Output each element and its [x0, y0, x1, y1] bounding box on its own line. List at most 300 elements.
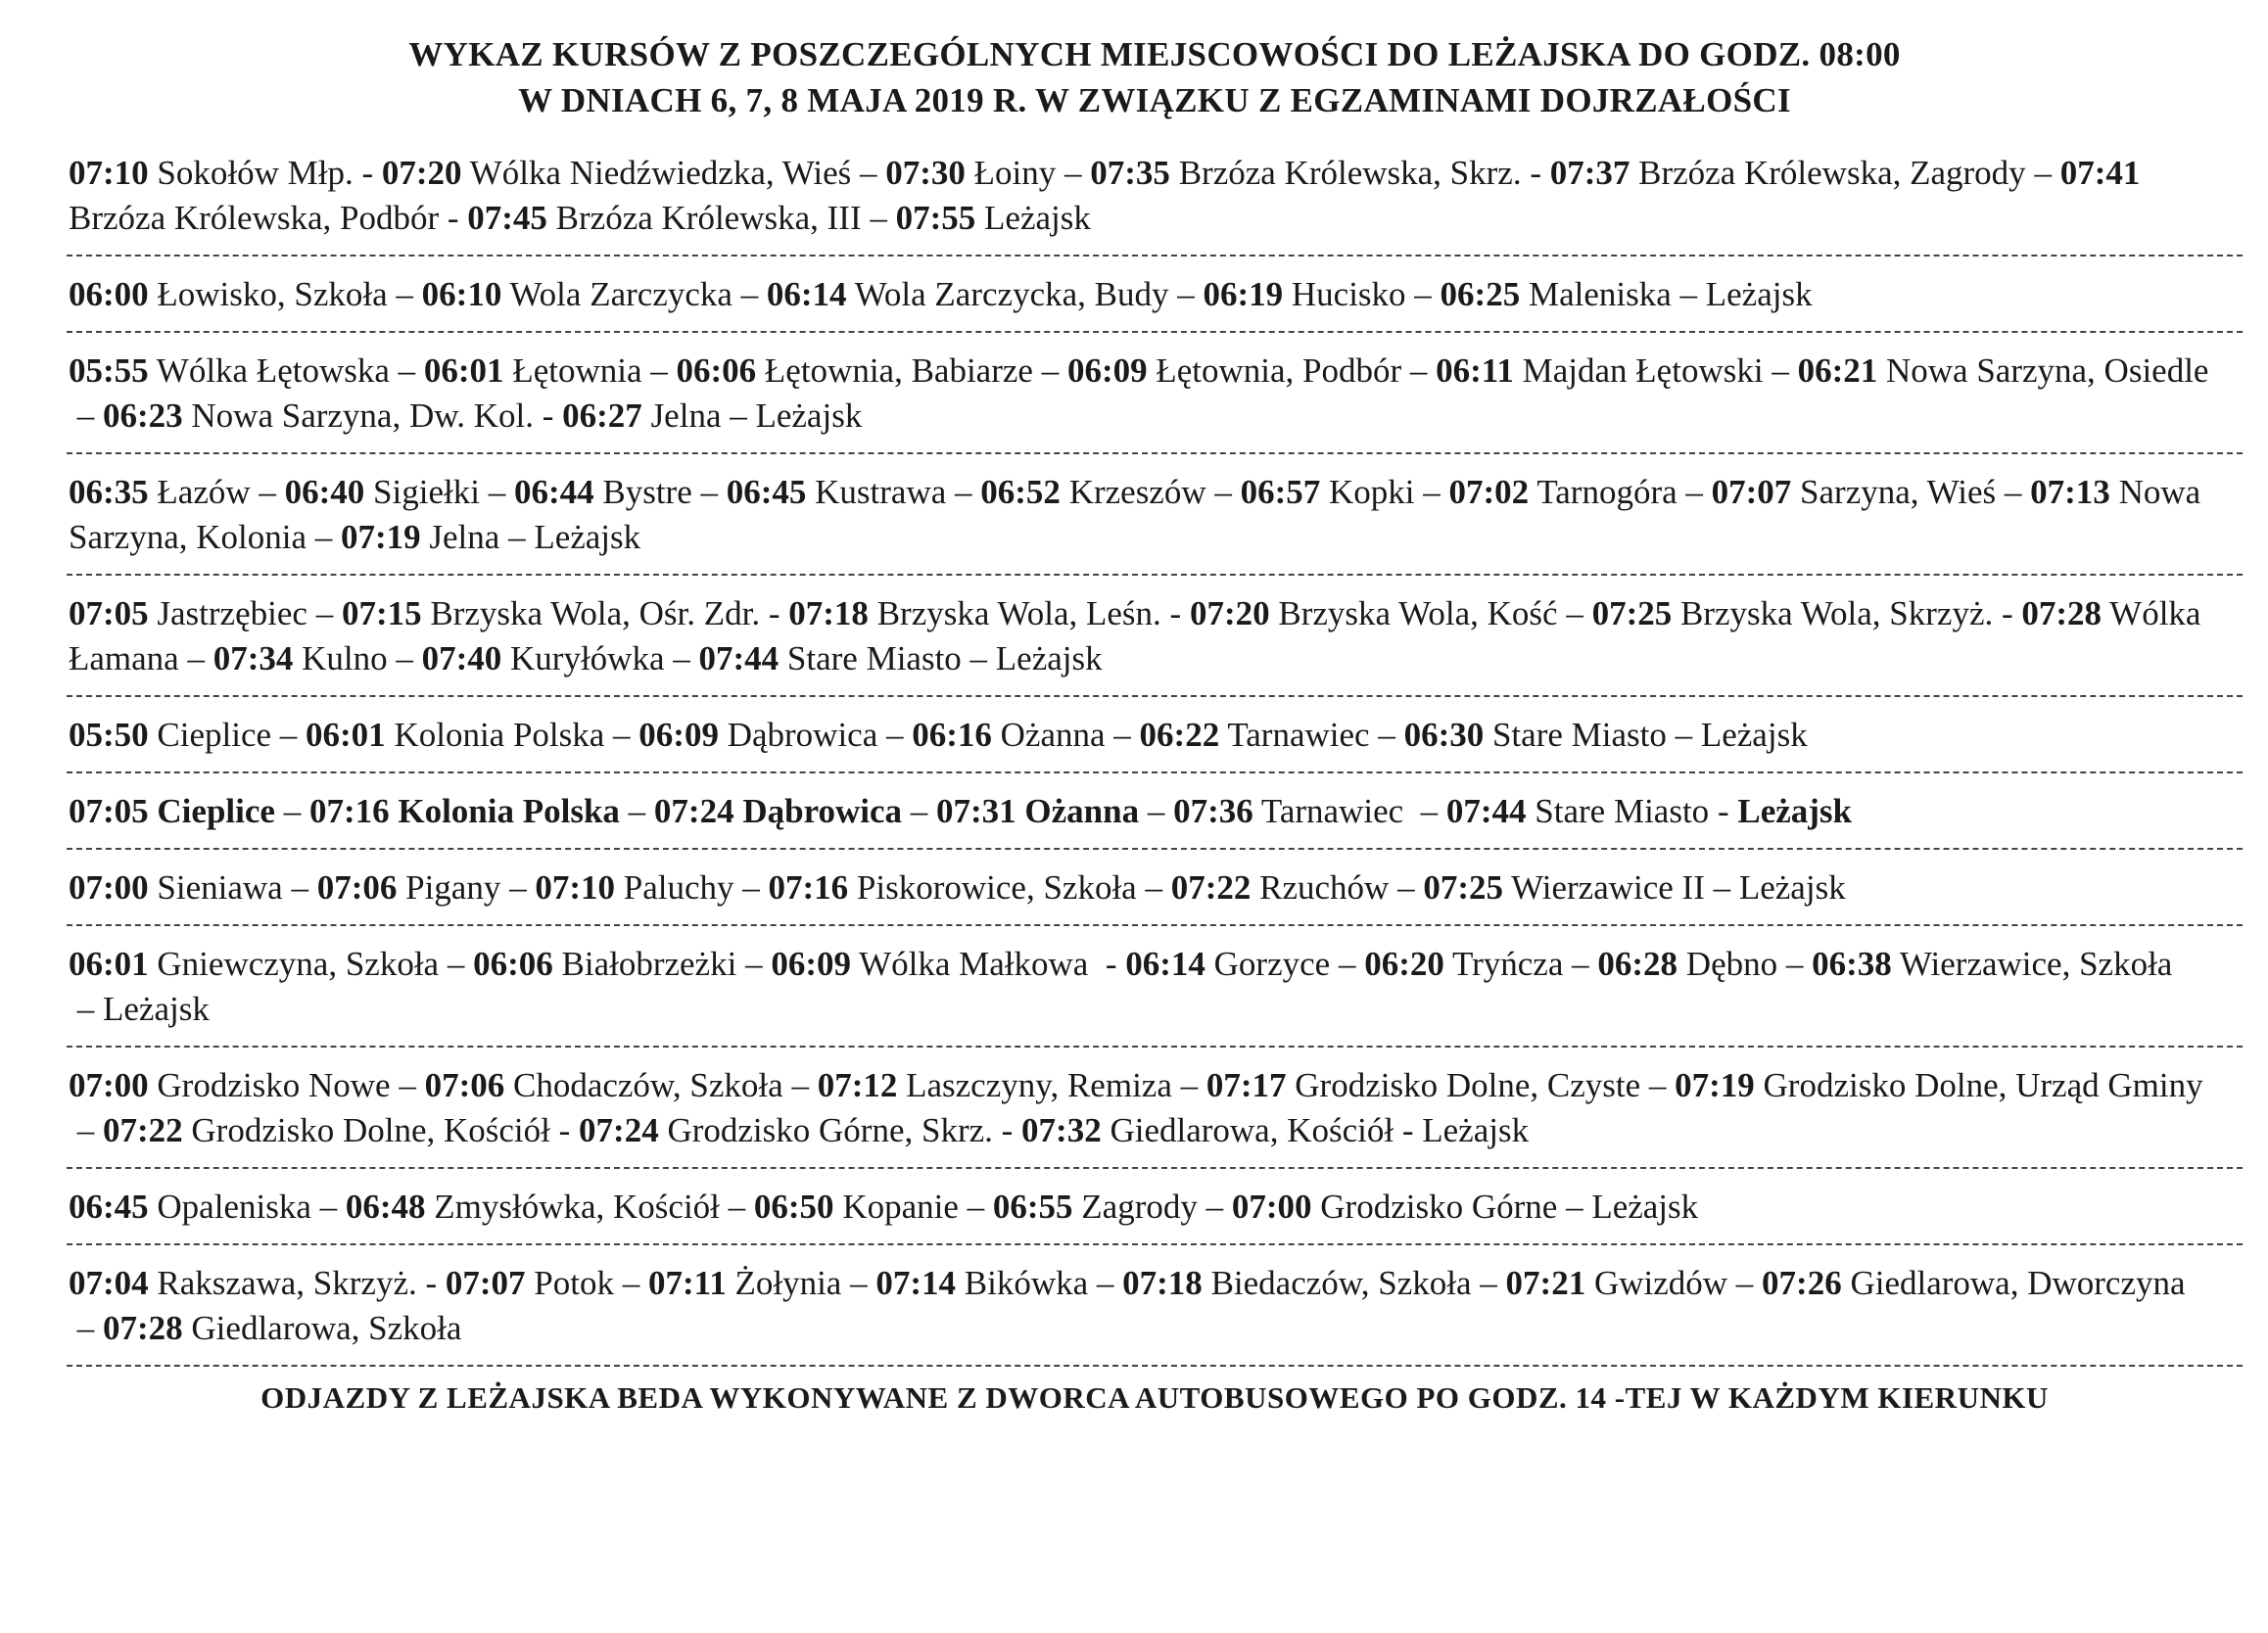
stop-time: 07:24: [653, 792, 734, 830]
stop-separator: –: [1640, 1066, 1676, 1104]
stop-name: Wólka Małkowa: [859, 945, 1089, 983]
stop-name: Łowisko, Szkoła: [157, 275, 388, 313]
route-row: [67, 938, 2243, 1036]
stop-separator: –: [390, 1066, 425, 1104]
stop-separator: –: [1088, 1264, 1123, 1302]
stop-separator: –: [736, 945, 772, 983]
stop-time: 06:06: [473, 945, 553, 983]
stop-separator: –: [282, 868, 317, 907]
route-stop: [69, 473, 285, 511]
route-stop: [875, 1264, 1122, 1302]
document: [67, 31, 2243, 1418]
stop-name: Białobrzeżki: [561, 945, 737, 983]
stop-time: 07:06: [316, 868, 398, 907]
route-stop: [285, 473, 514, 511]
stop-name: Wólka Niedźwiedzka, Wieś: [469, 154, 852, 192]
stop-name: Leżajsk: [1422, 1111, 1530, 1149]
stop-time: 06:25: [1440, 275, 1521, 313]
route-stop: [579, 1111, 1021, 1149]
stop-separator: –: [2025, 154, 2060, 192]
stop-name: Leżajsk: [534, 518, 641, 556]
stop-separator: -: [1521, 154, 1550, 192]
stop-time: 06:20: [1364, 945, 1444, 983]
stop-separator: –: [307, 594, 342, 632]
route-stop: [342, 594, 788, 632]
stop-separator: -: [353, 154, 382, 192]
stop-separator: –: [1171, 1066, 1206, 1104]
stop-separator: –: [499, 518, 535, 556]
dashed-divider: [67, 331, 2243, 333]
stop-separator: –: [1389, 868, 1424, 907]
stop-name: Łętownia, Podbór: [1156, 351, 1402, 390]
stop-time: 06:27: [562, 397, 642, 435]
route-stop: [1090, 154, 1549, 192]
route-stop: [473, 945, 771, 983]
route-stop: [69, 154, 382, 192]
stop-time: 07:13: [2030, 473, 2110, 511]
stop-separator: –: [387, 275, 422, 313]
stop-name: Opaleniska: [157, 1188, 311, 1226]
stop-name: Brzyska Wola, Skrzyż.: [1679, 594, 1994, 632]
stop-name: Ożanna: [1000, 716, 1106, 754]
stop-name: Potok: [534, 1264, 614, 1302]
stop-separator: –: [1403, 792, 1446, 830]
dashed-divider: [67, 1243, 2243, 1245]
stop-separator: –: [641, 351, 677, 390]
route-row: [67, 268, 2243, 321]
stop-name: Zagrody: [1081, 1188, 1198, 1226]
stop-separator: –: [1197, 1188, 1232, 1226]
stop-name: Wola Zarczycka, Budy: [854, 275, 1169, 313]
stop-time: 07:07: [445, 1264, 526, 1302]
stop-time: 06:09: [771, 945, 851, 983]
route-stop: [69, 792, 309, 830]
stop-time: 06:55: [992, 1188, 1073, 1226]
stop-separator: –: [306, 518, 341, 556]
stop-time: 07:16: [308, 792, 390, 830]
stop-name: Wierzawice II: [1511, 868, 1705, 907]
stop-time: 06:11: [1436, 351, 1514, 390]
stop-time: 06:38: [1812, 945, 1892, 983]
stop-separator: –: [479, 473, 514, 511]
route-stop: [424, 351, 677, 390]
stop-time: 06:09: [1066, 351, 1148, 390]
route-row: [67, 785, 2243, 838]
route-stop: [422, 639, 699, 677]
stop-time: 07:32: [1021, 1111, 1102, 1149]
stop-name: Brzyska Wola, Kość: [1278, 594, 1558, 632]
stop-name: Tarnawiec: [1260, 792, 1404, 830]
stop-separator: -: [1394, 1111, 1423, 1149]
stop-separator: –: [1704, 868, 1739, 907]
stop-name: Sigiełki: [373, 473, 480, 511]
route-stop: [654, 792, 936, 830]
footer-note: ODJAZDY Z LEŻAJSKA BEDA WYKONYWANE Z DWORCA AUTOBUSOWEGO PO GODZ. 14 -TEJ W KAŻDYM KIERUNKU: [260, 1380, 2049, 1415]
stop-separator: –: [1763, 351, 1798, 390]
stop-time: 05:50: [69, 716, 149, 754]
route-stop: [1203, 275, 1440, 313]
stop-time: 07:30: [885, 154, 966, 192]
stop-name: Bystre: [602, 473, 692, 511]
stop-separator: –: [946, 473, 981, 511]
stop-name: Cieplice: [157, 792, 275, 830]
stop-time: 07:05: [69, 594, 149, 632]
stop-time: 06:44: [513, 473, 594, 511]
stop-name: Brzóza Królewska, Skrz.: [1178, 154, 1522, 192]
stop-separator: –: [500, 868, 536, 907]
stop-name: Chodaczów, Szkoła: [512, 1066, 783, 1104]
stop-time: 06:22: [1139, 716, 1220, 754]
stop-time: 07:07: [1711, 473, 1792, 511]
stop-time: 07:25: [1423, 868, 1503, 907]
route-stop: [1550, 154, 2060, 192]
route-stop: [213, 639, 422, 677]
document-title: [67, 31, 2243, 123]
route-stop: [69, 868, 317, 907]
stop-time: 06:01: [423, 351, 504, 390]
stop-separator: –: [1105, 716, 1140, 754]
route-stop: [1422, 1111, 1529, 1149]
stop-separator: –: [1405, 275, 1441, 313]
dashed-divider: [67, 255, 2243, 257]
stop-name: Łazów: [157, 473, 251, 511]
stop-name: Leżajsk: [984, 199, 1091, 237]
stop-separator: –: [1414, 473, 1449, 511]
route-stop: [1122, 1264, 1505, 1302]
route-stop: [562, 397, 755, 435]
stop-separator: –: [1563, 945, 1598, 983]
route-stop: [1206, 1066, 1675, 1104]
stop-separator: -: [992, 1111, 1022, 1149]
stop-separator: -: [416, 1264, 446, 1302]
route-stop: [1592, 594, 2022, 632]
route-stop: [1241, 473, 1449, 511]
stop-time: 07:20: [1189, 594, 1270, 632]
stop-name: Pigany: [405, 868, 501, 907]
stop-separator: –: [1136, 868, 1171, 907]
dashed-divider: [67, 1167, 2243, 1169]
route-stop: [446, 1264, 648, 1302]
stop-time: 05:55: [69, 351, 149, 390]
route-stop: [1423, 868, 1739, 907]
route-stop: [1597, 945, 1812, 983]
stop-time: 07:44: [698, 639, 780, 677]
stop-name: Brzyska Wola, Ośr. Zdr.: [430, 594, 761, 632]
stop-time: 07:00: [69, 868, 149, 907]
route-stop: [425, 1066, 818, 1104]
stop-name: Giedlarowa, Szkoła: [191, 1309, 462, 1347]
stop-name: Tarnawiec: [1227, 716, 1370, 754]
route-stop: [1591, 1188, 1698, 1226]
stop-name: Krzeszów: [1068, 473, 1206, 511]
route-stop: [69, 945, 473, 983]
route-stop: [317, 868, 536, 907]
stop-separator: -: [534, 397, 563, 435]
stop-separator: –: [719, 1188, 754, 1226]
stop-name: Leżajsk: [995, 639, 1103, 677]
route-stop: [69, 1066, 425, 1104]
stop-separator: –: [1168, 275, 1204, 313]
stop-separator: -: [549, 1111, 580, 1149]
route-stop: [896, 199, 1091, 237]
stop-name: Kustrawa: [815, 473, 947, 511]
route-stop: [677, 351, 1067, 390]
dashed-divider: [67, 574, 2243, 576]
stop-time: 06:19: [1203, 275, 1284, 313]
stop-time: 07:22: [103, 1111, 183, 1149]
route-row: [67, 862, 2243, 914]
stop-time: 06:16: [912, 716, 992, 754]
stop-separator: –: [691, 473, 727, 511]
stop-name: Dębno: [1685, 945, 1778, 983]
stop-time: 07:28: [2021, 594, 2103, 632]
stop-separator: –: [664, 639, 699, 677]
route-stop: [1067, 351, 1436, 390]
stop-separator: –: [604, 716, 639, 754]
stop-time: 06:01: [306, 716, 386, 754]
route-stop: [727, 473, 981, 511]
title-line-2: W DNIACH 6, 7, 8 MAJA 2019 R. W ZWIĄZKU Z EGZAMINAMI DOJRZAŁOŚCI: [518, 81, 1791, 119]
stop-separator: –: [1557, 1188, 1592, 1226]
stop-time: 07:40: [421, 639, 502, 677]
stop-separator: –: [439, 945, 474, 983]
stop-time: 07:00: [69, 1066, 149, 1104]
route-stop: [103, 1309, 461, 1347]
stop-separator: –: [274, 792, 309, 830]
stop-time: 07:28: [103, 1309, 183, 1347]
dashed-divider: [67, 924, 2243, 926]
route-stop: [69, 594, 342, 632]
route-stop: [1737, 792, 1852, 830]
stop-time: 07:18: [788, 594, 869, 632]
stop-name: Rakszawa, Skrzyż.: [157, 1264, 417, 1302]
stop-separator: –: [69, 990, 103, 1028]
route-stop: [69, 275, 422, 313]
stop-name: Leżajsk: [1738, 868, 1846, 907]
stop-name: Łętownia: [512, 351, 642, 390]
stop-name: Wola Zarczycka: [509, 275, 732, 313]
stop-time: 06:52: [980, 473, 1061, 511]
route-stop: [769, 868, 1171, 907]
route-stop: [1436, 351, 1797, 390]
stop-time: 07:10: [69, 154, 149, 192]
stop-time: 07:02: [1448, 473, 1530, 511]
stop-name: Kopanie: [842, 1188, 959, 1226]
stop-separator: -: [1993, 594, 2022, 632]
route-stop: [996, 639, 1103, 677]
route-stop: [754, 1188, 993, 1226]
stop-name: Sarzyna, Wieś: [1800, 473, 1997, 511]
stop-name: Kolonia Polska: [394, 716, 605, 754]
route-stop: [1232, 1188, 1591, 1226]
stop-time: 06:09: [638, 716, 719, 754]
stop-name: Leżajsk: [755, 397, 863, 435]
stop-separator: –: [1369, 716, 1404, 754]
stop-time: 07:05: [69, 792, 149, 830]
stop-name: Leżajsk: [103, 990, 210, 1028]
route-stop: [1701, 716, 1808, 754]
route-stop: [1446, 792, 1737, 830]
stop-name: Tarnogóra: [1536, 473, 1677, 511]
dashed-divider: [67, 771, 2243, 773]
stop-time: 06:35: [69, 473, 149, 511]
route-stop: [885, 154, 1090, 192]
stop-separator: -: [760, 594, 789, 632]
stop-name: Stare Miasto: [786, 639, 962, 677]
route-stop: [788, 594, 1190, 632]
route-stop: [993, 1188, 1232, 1226]
stop-separator: –: [69, 1111, 103, 1149]
route-stop: [1449, 473, 1712, 511]
route-stop: [306, 716, 638, 754]
stop-separator: –: [69, 1309, 103, 1347]
stop-time: 06:21: [1797, 351, 1878, 390]
route-stop: [535, 868, 768, 907]
stop-separator: –: [1557, 594, 1592, 632]
stop-time: 07:00: [1231, 1188, 1312, 1226]
stop-separator: –: [732, 275, 767, 313]
route-stop: [69, 1264, 446, 1302]
route-stop: [341, 518, 534, 556]
stop-time: 07:18: [1122, 1264, 1203, 1302]
title-line-1: WYKAZ KURSÓW Z POSZCZEGÓLNYCH MIEJSCOWOŚCI DO LEŻAJSKA DO GODZ. 08:00: [408, 35, 1901, 73]
route-stop: [1441, 275, 1706, 313]
dashed-divider: [67, 1365, 2243, 1367]
route-stop: [767, 275, 1204, 313]
stop-separator: –: [69, 397, 103, 435]
stop-name: Stare Miasto: [1535, 792, 1710, 830]
stop-name: Nowa Sarzyna, Kolonia: [69, 473, 2201, 556]
stop-name: Nowa Sarzyna, Dw. Kol.: [191, 397, 534, 435]
stop-time: 07:15: [341, 594, 422, 632]
stop-separator: –: [877, 716, 913, 754]
stop-separator: –: [389, 351, 424, 390]
route-stop: [1706, 275, 1813, 313]
stop-separator: -: [1088, 945, 1126, 983]
stop-time: 07:16: [768, 868, 849, 907]
stop-time: 07:11: [648, 1264, 727, 1302]
stop-separator: –: [387, 639, 422, 677]
stop-name: Nowa Sarzyna, Osiedle: [1885, 351, 2209, 390]
route-stop: [69, 1188, 346, 1226]
stop-separator: –: [1032, 351, 1067, 390]
stop-separator: –: [1139, 792, 1174, 830]
stop-time: 06:40: [284, 473, 365, 511]
route-row: [67, 1257, 2243, 1355]
stop-name: Grodzisko Górne: [1320, 1188, 1558, 1226]
stop-name: Grodzisko Dolne, Urząd Gminy: [1763, 1066, 2203, 1104]
stop-separator: –: [250, 473, 285, 511]
route-stop: [103, 1111, 579, 1149]
stop-name: Grodzisko Dolne, Kościół: [191, 1111, 550, 1149]
dashed-divider: [67, 1046, 2243, 1048]
stop-separator: –: [1056, 154, 1091, 192]
stop-time: 06:50: [753, 1188, 834, 1226]
stop-time: 07:37: [1549, 154, 1630, 192]
stop-name: Laszczyny, Remiza: [906, 1066, 1172, 1104]
route-stop: [422, 275, 767, 313]
stop-name: Wólka Łamana: [69, 594, 2201, 677]
stop-separator: –: [178, 639, 213, 677]
stop-time: 06:45: [69, 1188, 149, 1226]
stop-separator: –: [721, 397, 756, 435]
route-stop: [755, 397, 862, 435]
stop-time: 07:04: [69, 1264, 149, 1302]
stop-name: Zmysłówka, Kościół: [434, 1188, 720, 1226]
route-stop: [1140, 716, 1404, 754]
stop-time: 06:45: [726, 473, 807, 511]
stop-time: 07:19: [340, 518, 421, 556]
stop-name: Jastrzębiec: [157, 594, 307, 632]
stop-time: 07:19: [1675, 1066, 1755, 1104]
route-stop: [1364, 945, 1597, 983]
stop-name: Grodzisko Dolne, Czyste: [1295, 1066, 1641, 1104]
stop-name: Dąbrowica: [727, 716, 878, 754]
route-stop: [771, 945, 1125, 983]
route-stop: [1739, 868, 1846, 907]
dashed-divider: [67, 452, 2243, 454]
route-stop: [980, 473, 1240, 511]
stop-separator: –: [961, 639, 996, 677]
stop-time: 06:00: [69, 275, 149, 313]
stop-name: Stare Miasto: [1491, 716, 1667, 754]
stop-name: Żołynia: [734, 1264, 842, 1302]
stop-time: 06:01: [69, 945, 149, 983]
stop-name: Cieplice: [157, 716, 272, 754]
stop-separator: –: [310, 1188, 346, 1226]
stop-separator: –: [1471, 1264, 1506, 1302]
stop-name: Gniewczyna, Szkoła: [157, 945, 440, 983]
route-stop: [534, 518, 640, 556]
stop-name: Grodzisko Nowe: [157, 1066, 391, 1104]
route-stop: [648, 1264, 875, 1302]
route-stop: [103, 990, 210, 1028]
stop-name: Tryńcza: [1451, 945, 1564, 983]
stop-separator: –: [1401, 351, 1437, 390]
stop-name: Jelna: [429, 518, 500, 556]
stop-separator: –: [1205, 473, 1241, 511]
stop-name: Giedlarowa, Dworczyna: [1850, 1264, 2186, 1302]
stop-name: Wólka Łętowska: [156, 351, 390, 390]
route-row: [67, 147, 2243, 245]
route-stop: [638, 716, 912, 754]
stop-name: Piskorowice, Szkoła: [856, 868, 1137, 907]
stop-name: Sieniawa: [157, 868, 283, 907]
stop-name: Rzuchów: [1259, 868, 1390, 907]
dashed-divider: [67, 695, 2243, 697]
stop-name: Grodzisko Górne, Skrz.: [667, 1111, 993, 1149]
stop-time: 07:31: [936, 792, 1016, 830]
stop-time: 07:55: [895, 199, 976, 237]
stop-time: 07:26: [1762, 1264, 1842, 1302]
stop-separator: -: [1160, 594, 1190, 632]
stop-time: 07:14: [875, 1264, 957, 1302]
stop-name: Brzóza Królewska, III: [555, 199, 862, 237]
stop-name: Kulno: [302, 639, 388, 677]
stop-name: Leżajsk: [1700, 716, 1808, 754]
stop-time: 06:10: [421, 275, 502, 313]
stop-time: 07:25: [1591, 594, 1673, 632]
stop-time: 07:06: [424, 1066, 505, 1104]
route-stop: [1171, 868, 1424, 907]
stop-time: 07:21: [1505, 1264, 1586, 1302]
stop-name: Brzóza Królewska, Zagrody: [1638, 154, 2026, 192]
stop-time: 06:48: [345, 1188, 426, 1226]
stop-time: 07:45: [467, 199, 547, 237]
route-row: [67, 345, 2243, 443]
route-stop: [1021, 1111, 1422, 1149]
stop-name: Biedaczów, Szkoła: [1210, 1264, 1472, 1302]
